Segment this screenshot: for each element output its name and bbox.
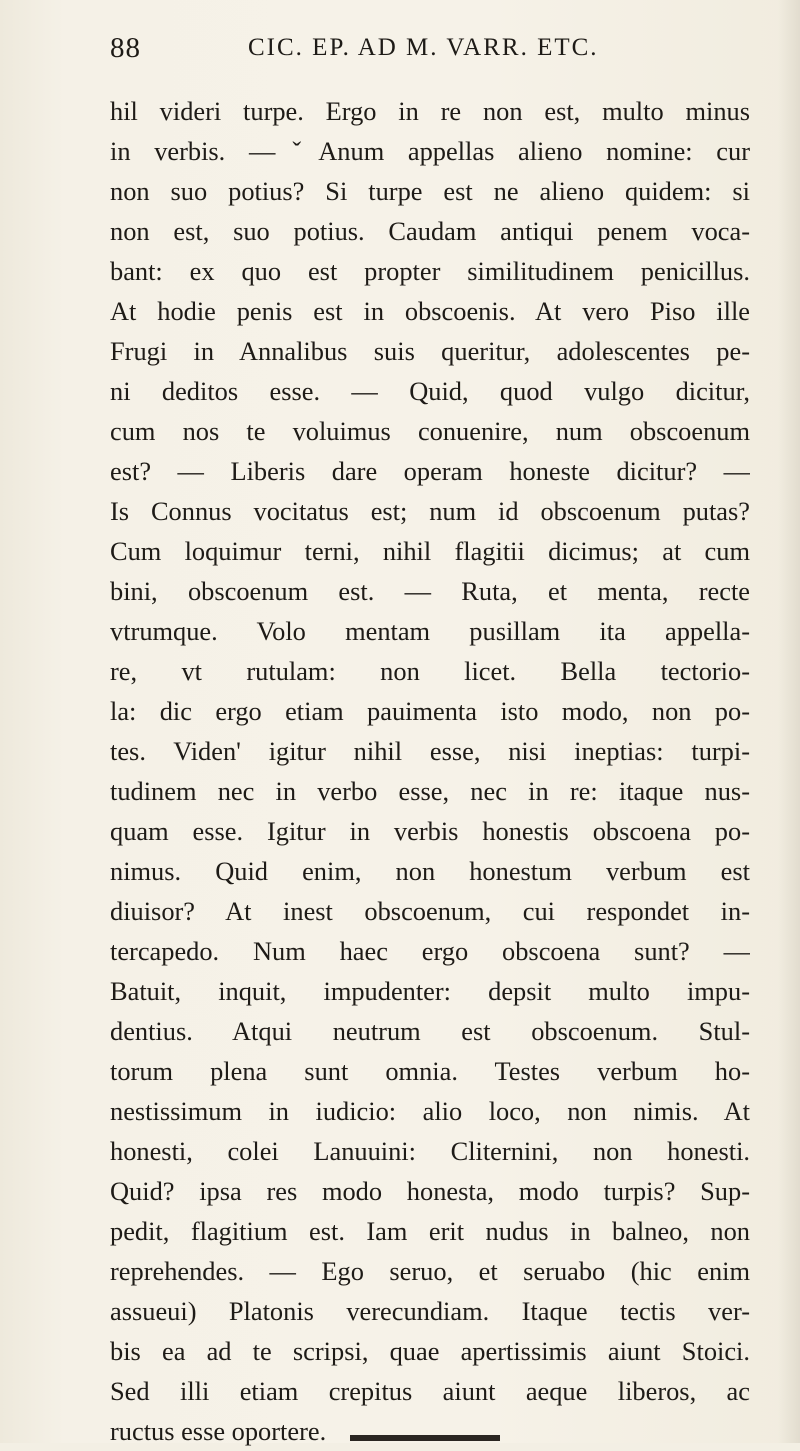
text-line: est? — Liberis dare operam honeste dicitur? — [110,456,750,486]
text-line: tes. Viden' igitur nihil esse, nisi ineptias: turpi- [110,736,750,766]
text-line: non est, suo potius. Caudam antiqui penem voca- [110,216,750,246]
text-line: tercapedo. Num haec ergo obscoena sunt? — [110,936,750,966]
text-line: reprehendes. — Ego seruo, et seruabo (hic enim [110,1256,750,1286]
text-line: la: dic ergo etiam pauimenta isto modo, non po- [110,696,750,726]
page-edge-shadow [778,0,800,1443]
text-line: bini, obscoenum est. — Ruta, et menta, recte [110,576,750,606]
text-line: Frugi in Annalibus suis queritur, adolescentes pe- [110,336,750,366]
text-line: tudinem nec in verbo esse, nec in re: itaque nus- [110,776,750,806]
text-line: Sed illi etiam crepitus aiunt aeque liberos, ac [110,1376,750,1406]
text-line: re, vt rutulam: non licet. Bella tectorio- [110,656,750,686]
text-line: torum plena sunt omnia. Testes verbum ho- [110,1056,750,1086]
text-line: Is Connus vocitatus est; num id obscoenum putas? [110,496,750,526]
text-line: honesti, colei Lanuuini: Cliternini, non honesti. [110,1136,750,1166]
text-line: vtrumque. Volo mentam pusillam ita appella- [110,616,750,646]
text-line: non suo potius? Si turpe est ne alieno quidem: si [110,176,750,206]
text-line: dentius. Atqui neutrum est obscoenum. Stul- [110,1016,750,1046]
text-line: assueui) Platonis verecundiam. Itaque tectis ver- [110,1296,750,1326]
body-text [110,91,750,1451]
text-line: nestissimum in iudicio: alio loco, non nimis. At [110,1096,750,1126]
text-line: Cum loquimur terni, nihil flagitii dicimus; at cum [110,536,750,566]
text-line: cum nos te voluimus conuenire, num obscoenum [110,416,750,446]
text-line: quam esse. Igitur in verbis honestis obscoena po- [110,816,750,846]
text-line: nimus. Quid enim, non honestum verbum est [110,856,750,886]
text-line: At hodie penis est in obscoenis. At vero Piso ille [110,296,750,326]
page-number: 88 [110,32,141,64]
text-line: in verbis. —ˇAnum appellas alieno nomine: cur [110,136,750,166]
text-line: ructus esse oportere. [110,1416,327,1446]
bottom-rule [350,1435,500,1441]
text-line: hil videri turpe. Ergo in re non est, multo minus [110,96,750,126]
text-line: bis ea ad te scripsi, quae apertissimis aiunt Stoici. [110,1336,750,1366]
running-head-title: CIC. EP. AD M. VARR. ETC. [248,34,599,61]
text-line: diuisor? At inest obscoenum, cui respondet in- [110,896,750,926]
running-head [110,32,750,72]
text-line: bant: ex quo est propter similitudinem penicillus. [110,256,750,286]
text-line: Quid? ipsa res modo honesta, modo turpis? Sup- [110,1176,750,1206]
text-line: pedit, flagitium est. Iam erit nudus in balneo, non [110,1216,750,1246]
text-line: Batuit, inquit, impudenter: depsit multo impu- [110,976,750,1006]
text-line: ni deditos esse. — Quid, quod vulgo dicitur, [110,376,750,406]
